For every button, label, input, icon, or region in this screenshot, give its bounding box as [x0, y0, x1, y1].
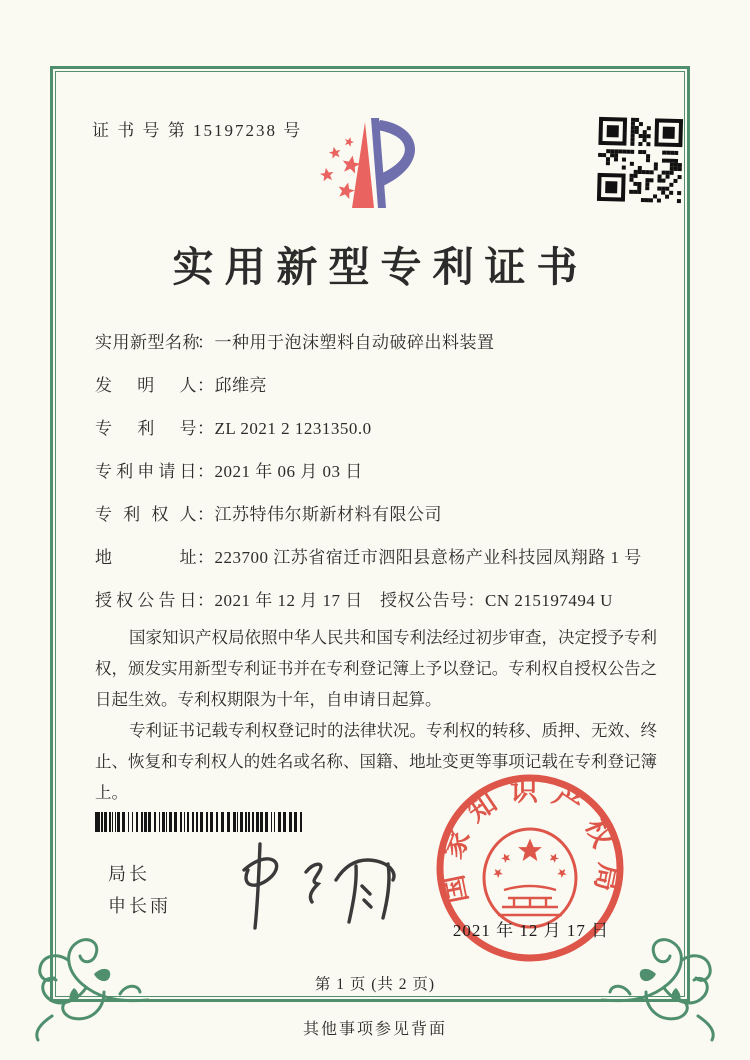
field-colon: ：	[467, 591, 485, 610]
field-colon: ：	[197, 333, 215, 352]
legal-paragraph-2: 专利证书记载专利权登记时的法律状况。专利权的转移、质押、无效、终止、恢复和专利权人的姓名或名称、国籍、地址变更等事项记载在专利登记簿上。	[95, 721, 657, 802]
field-colon: ：	[197, 591, 215, 610]
field-label: 专利号	[95, 419, 197, 438]
certificate-title: 实用新型专利证书	[172, 244, 589, 290]
field-colon: ：	[197, 548, 215, 567]
field-colon: ：	[197, 419, 215, 438]
field-label: 发明人	[95, 376, 197, 395]
floral-corner-ornament	[8, 930, 153, 1048]
field-label: 授权公告日	[95, 591, 197, 610]
field-inventor	[95, 371, 661, 396]
field-colon: ：	[197, 376, 215, 395]
field-colon: ：	[197, 505, 215, 524]
field-address	[95, 543, 661, 568]
field-value: 223700 江苏省宿迁市泗阳县意杨产业科技园凤翔路 1 号	[214, 548, 642, 567]
field-value: CN 215197494 U	[485, 591, 613, 610]
barcode	[95, 810, 305, 834]
page-indicator: 第 1 页 (共 2 页)	[314, 976, 436, 993]
field-label: 专利权人	[95, 505, 197, 524]
field-value: 2021 年 12 月 17 日	[214, 591, 363, 610]
field-filing-date	[95, 457, 661, 482]
field-value: 2021 年 06 月 03 日	[214, 462, 363, 481]
floral-corner-ornament	[597, 930, 742, 1048]
field-patentee	[95, 500, 661, 525]
back-side-note: 其他事项参见背面	[302, 1021, 447, 1038]
field-grant-number	[380, 586, 613, 611]
field-label: 专利申请日	[95, 462, 197, 481]
field-patent-number	[95, 414, 661, 439]
legal-paragraph-1: 国家知识产权局依照中华人民共和国专利法经过初步审查，决定授予专利权，颁发实用新型专利证书并在专利登记簿上予以登记。专利权自授权公告之日起生效。专利权期限为十年，自申请日起算。	[95, 628, 657, 709]
field-colon: ：	[197, 462, 215, 481]
director-signature	[202, 838, 402, 930]
field-utility-model-name	[95, 328, 661, 353]
field-value: ZL 2021 2 1231350.0	[214, 419, 372, 438]
signer-name: 申长雨	[108, 896, 171, 916]
seal-date: 2021 年 12 月 17 日	[452, 921, 610, 940]
field-value: 一种用于泡沫塑料自动破碎出料装置	[214, 333, 495, 352]
field-value: 江苏特伟尔斯新材料有限公司	[214, 505, 442, 524]
signer-role: 局长	[108, 864, 150, 884]
field-label: 实用新型名称	[95, 333, 200, 352]
certificate-number: 证 书 号 第 15197238 号	[92, 121, 303, 140]
cnipa-logo-icon	[316, 106, 448, 224]
field-label: 地址	[95, 548, 197, 567]
field-label: 授权公告号	[380, 591, 468, 610]
qr-code	[593, 113, 687, 207]
national-emblem-icon	[484, 829, 576, 927]
seal-text: 国家知识产权局	[435, 776, 625, 906]
field-value: 邱维亮	[214, 376, 267, 395]
field-grant-date	[95, 586, 661, 611]
